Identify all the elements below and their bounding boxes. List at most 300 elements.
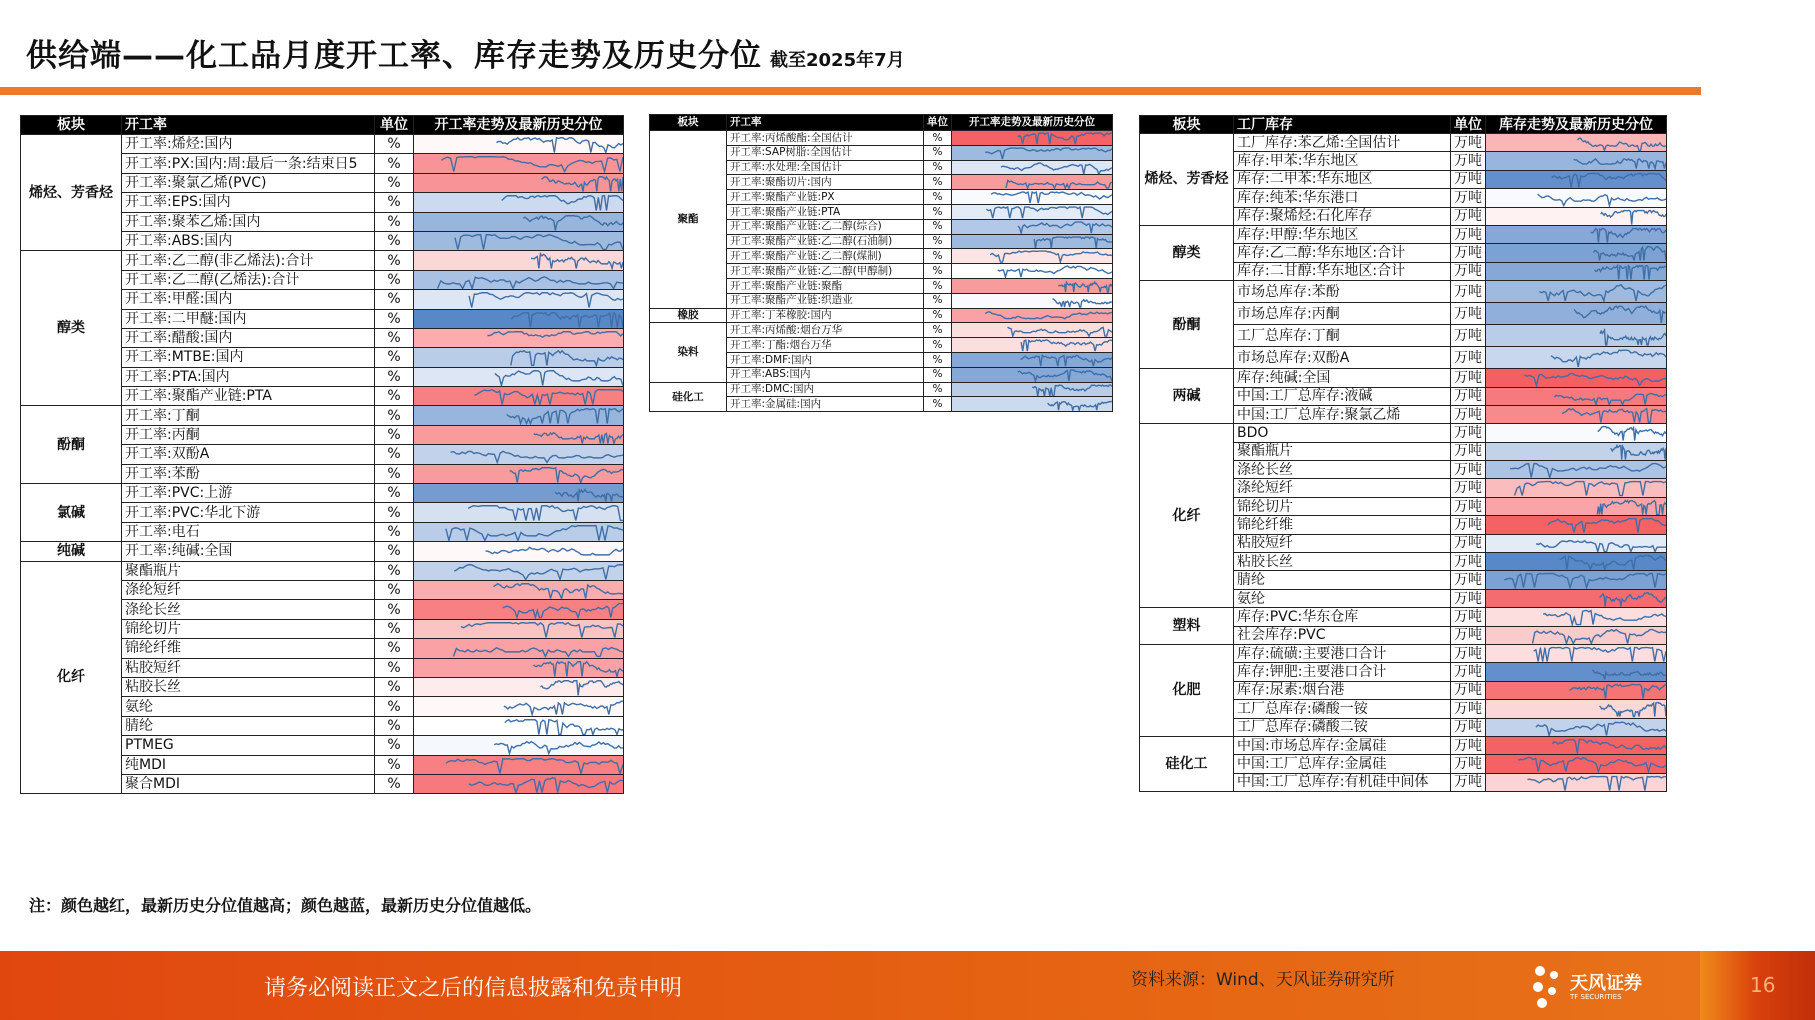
trend-percentile-cell — [952, 308, 1113, 323]
unit-cell: % — [375, 367, 414, 386]
unit-cell: 万吨 — [1451, 681, 1486, 699]
unit-cell: 万吨 — [1451, 134, 1486, 152]
sparkline — [1486, 281, 1666, 302]
trend-percentile-cell — [414, 387, 624, 406]
sparkline — [414, 271, 623, 289]
table-row — [1140, 736, 1667, 754]
sparkline-trend — [1052, 299, 1112, 307]
sparkline-trend — [1538, 194, 1666, 205]
unit-cell: % — [924, 382, 952, 397]
sparkline-trend — [1554, 393, 1666, 404]
trend-percentile-cell — [1486, 244, 1667, 262]
sparkline-trend — [469, 293, 623, 308]
sparkline — [414, 523, 623, 541]
sparkline — [414, 445, 623, 463]
indicator-name: 开工率:丁酮 — [122, 406, 375, 425]
trend-percentile-cell — [1486, 225, 1667, 243]
unit-cell: 万吨 — [1451, 718, 1486, 736]
indicator-name: 中国:工厂总库存:有机硅中间体 — [1234, 773, 1451, 791]
indicator-name: 开工率:PX:国内:周:最后一条:结束日5 — [122, 154, 375, 173]
sector-label: 酚酮 — [1140, 281, 1234, 369]
indicator-name: 库存:PVC:华东仓库 — [1234, 608, 1451, 626]
trend-percentile-cell — [414, 677, 624, 696]
unit-cell: 万吨 — [1451, 152, 1486, 170]
unit-cell: % — [375, 348, 414, 367]
indicator-name: 聚合MDI — [122, 774, 375, 793]
unit-cell: % — [375, 251, 414, 270]
unit-cell: % — [924, 160, 952, 175]
sparkline — [1486, 134, 1666, 151]
trend-percentile-cell — [1486, 773, 1667, 791]
sparkline — [1486, 171, 1666, 188]
trend-percentile-cell — [1486, 736, 1667, 754]
sparkline-trend — [511, 351, 623, 366]
sparkline-trend — [1034, 237, 1112, 248]
column-header: 库存走势及最新历史分位 — [1486, 116, 1667, 134]
column-header: 板块 — [650, 115, 727, 131]
trend-percentile-cell — [952, 219, 1113, 234]
sparkline-trend — [1552, 173, 1666, 187]
indicator-name: 开工率:SAP树脂:全国估计 — [727, 145, 924, 160]
indicator-name: 开工率:丁酯:烟台万华 — [727, 338, 924, 353]
unit-cell: 万吨 — [1451, 189, 1486, 207]
table-row — [21, 251, 624, 270]
sparkline-trend — [1504, 574, 1666, 588]
sparkline-trend — [1597, 500, 1666, 514]
indicator-name: 库存:二甘醇:华东地区:合计 — [1234, 262, 1451, 280]
sparkline — [952, 235, 1112, 249]
title-date: 截至2025年7月 — [770, 50, 905, 71]
trend-percentile-cell — [952, 145, 1113, 160]
trend-percentile-cell — [1486, 207, 1667, 225]
indicator-name: 开工率:PVC:上游 — [122, 484, 375, 503]
indicator-name: 涤纶长丝 — [1234, 461, 1451, 479]
sparkline — [414, 581, 623, 599]
trend-percentile-cell — [952, 264, 1113, 279]
unit-cell: 万吨 — [1451, 303, 1486, 325]
sparkline-trend — [1552, 740, 1666, 754]
sparkline — [414, 232, 623, 250]
trend-percentile-cell — [952, 367, 1113, 382]
unit-cell: 万吨 — [1451, 571, 1486, 589]
operating-rate-table-left — [20, 115, 624, 794]
sparkline — [1486, 535, 1666, 552]
trend-percentile-cell — [1486, 281, 1667, 303]
indicator-name: 开工率:聚酯切片:国内 — [727, 175, 924, 190]
unit-cell: % — [375, 406, 414, 425]
sparkline — [952, 294, 1112, 308]
sparkline-trend — [523, 215, 623, 230]
column-header: 板块 — [21, 116, 122, 135]
unit-cell: % — [924, 249, 952, 264]
table-row — [21, 406, 624, 425]
sparkline — [414, 368, 623, 386]
sparkline-trend — [991, 192, 1112, 203]
sparkline-trend — [1548, 519, 1666, 533]
sparkline-trend — [1591, 229, 1666, 243]
trend-percentile-cell — [1486, 681, 1667, 699]
unit-cell: 万吨 — [1451, 497, 1486, 515]
sparkline-trend — [511, 312, 623, 327]
trend-percentile-cell — [414, 193, 624, 212]
trend-percentile-cell — [1486, 424, 1667, 442]
table-row — [21, 542, 624, 561]
sparkline-trend — [1534, 648, 1666, 662]
unit-cell: % — [375, 484, 414, 503]
trend-percentile-cell — [414, 367, 624, 386]
unit-cell: % — [375, 639, 414, 658]
trend-percentile-cell — [952, 234, 1113, 249]
trend-percentile-cell — [952, 131, 1113, 146]
sparkline-trend — [1515, 482, 1666, 496]
color-note: 注：颜色越红，最新历史分位值越高；颜色越蓝，最新历史分位值越低。 — [29, 896, 542, 915]
sector-label: 塑料 — [1140, 608, 1234, 645]
sparkline-trend — [534, 432, 623, 443]
sparkline-trend — [468, 506, 623, 521]
indicator-name: 腈纶 — [1234, 571, 1451, 589]
column-header: 开工率走势及最新历史分位 — [414, 116, 624, 135]
indicator-name: 锦纶纤维 — [1234, 516, 1451, 534]
indicator-name: 开工率:纯碱:全国 — [122, 542, 375, 561]
unit-cell: % — [375, 135, 414, 154]
indicator-name: 库存:纯碱:全国 — [1234, 369, 1451, 387]
trend-percentile-cell — [414, 212, 624, 231]
indicator-name: 开工率:二甲醚:国内 — [122, 309, 375, 328]
unit-cell: 万吨 — [1451, 773, 1486, 791]
sparkline — [1486, 516, 1666, 533]
trend-percentile-cell — [414, 290, 624, 309]
trend-percentile-cell — [952, 293, 1113, 308]
trend-percentile-cell — [1486, 663, 1667, 681]
sparkline — [414, 542, 623, 560]
indicator-name: 锦纶纤维 — [122, 639, 375, 658]
unit-cell: % — [375, 154, 414, 173]
indicator-name: 库存:聚烯烃:石化库存 — [1234, 207, 1451, 225]
indicator-name: 开工率:聚苯乙烯:国内 — [122, 212, 375, 231]
indicator-name: 市场总库存:丙酮 — [1234, 303, 1451, 325]
unit-cell: % — [375, 697, 414, 716]
unit-cell: 万吨 — [1451, 244, 1486, 262]
flower-logo-icon — [1530, 963, 1566, 1009]
trend-percentile-cell — [1486, 442, 1667, 460]
sparkline — [414, 620, 623, 638]
indicator-name: 市场总库存:苯酚 — [1234, 281, 1451, 303]
trend-percentile-cell — [414, 135, 624, 154]
sparkline — [1486, 627, 1666, 644]
indicator-name: 开工率:聚氯乙烯(PVC) — [122, 173, 375, 192]
sparkline — [414, 329, 623, 347]
indicator-name: 工厂总库存:丁酮 — [1234, 325, 1451, 347]
sparkline — [1486, 189, 1666, 206]
sparkline — [1486, 152, 1666, 169]
logo-text: 天风证券 — [1570, 973, 1642, 994]
unit-cell: 万吨 — [1451, 479, 1486, 497]
sparkline — [952, 190, 1112, 204]
trend-percentile-cell — [414, 542, 624, 561]
trend-percentile-cell — [414, 755, 624, 774]
indicator-name: 涤纶短纤 — [1234, 479, 1451, 497]
sparkline-trend — [1543, 611, 1666, 625]
trend-percentile-cell — [414, 231, 624, 250]
sector-label: 醇类 — [21, 251, 122, 406]
sparkline — [414, 562, 623, 580]
indicator-name: 氨纶 — [122, 697, 375, 716]
sparkline — [414, 174, 623, 192]
sparkline — [414, 775, 623, 793]
sparkline-trend — [1533, 629, 1666, 643]
sparkline-trend — [1574, 159, 1666, 169]
indicator-name: 开工率:烯烃:国内 — [122, 135, 375, 154]
indicator-name: 开工率:电石 — [122, 522, 375, 541]
unit-cell: % — [375, 716, 414, 735]
sector-label: 醇类 — [1140, 225, 1234, 280]
indicator-name: 库存:二甲苯:华东地区 — [1234, 170, 1451, 188]
indicator-name: PTMEG — [122, 736, 375, 755]
sparkline-trend — [1577, 138, 1666, 150]
column-header: 单位 — [1451, 116, 1486, 134]
sparkline-trend — [1006, 181, 1112, 189]
indicator-name: 中国:工厂总库存:液碱 — [1234, 387, 1451, 405]
trend-percentile-cell — [414, 619, 624, 638]
sector-label: 染料 — [650, 323, 727, 382]
indicator-name: 中国:市场总库存:金属硅 — [1234, 736, 1451, 754]
sparkline-trend — [1032, 385, 1112, 396]
sparkline-trend — [1574, 306, 1666, 323]
unit-cell: % — [375, 561, 414, 580]
trend-percentile-cell — [414, 173, 624, 192]
table-row — [1140, 281, 1667, 303]
sparkline-trend — [505, 719, 623, 734]
sparkline-trend — [1570, 684, 1666, 698]
trend-percentile-cell — [1486, 571, 1667, 589]
sparkline-trend — [986, 207, 1112, 218]
sparkline — [414, 678, 623, 696]
unit-cell: % — [375, 193, 414, 212]
indicator-name: BDO — [1234, 424, 1451, 442]
sparkline — [414, 213, 623, 231]
sparkline — [1486, 737, 1666, 754]
logo-english-text: TF SECURITIES — [1570, 993, 1622, 1001]
sparkline — [1486, 663, 1666, 680]
table-header — [21, 116, 624, 135]
sparkline — [1486, 347, 1666, 368]
indicator-name: 库存:钾肥:主要港口合计 — [1234, 663, 1451, 681]
sparkline — [1486, 682, 1666, 699]
table-row — [650, 382, 1113, 397]
sparkline-trend — [507, 409, 623, 424]
table-row — [650, 131, 1113, 146]
unit-cell: % — [924, 190, 952, 205]
indicator-name: 开工率:苯酚 — [122, 464, 375, 483]
page-number: 16 — [1750, 973, 1776, 997]
trend-percentile-cell — [1486, 700, 1667, 718]
sparkline — [414, 348, 623, 366]
sparkline — [952, 264, 1112, 278]
sparkline — [952, 338, 1112, 352]
sparkline-trend — [1527, 776, 1666, 790]
indicator-name: 库存:硫磺:主要港口合计 — [1234, 644, 1451, 662]
sparkline — [952, 146, 1112, 160]
indicator-name: 开工率:PVC:华北下游 — [122, 503, 375, 522]
table-header — [1140, 116, 1667, 134]
sparkline-trend — [985, 311, 1112, 318]
unit-cell: % — [375, 445, 414, 464]
sparkline-trend — [1510, 464, 1666, 478]
unit-cell: % — [375, 658, 414, 677]
sparkline-trend — [998, 266, 1112, 277]
sector-label: 硅化工 — [1140, 736, 1234, 791]
sparkline — [414, 756, 623, 774]
sparkline-trend — [438, 277, 623, 289]
unit-cell: % — [924, 234, 952, 249]
column-header: 板块 — [1140, 116, 1234, 134]
unit-cell: % — [375, 328, 414, 347]
indicator-name: 社会库存:PVC — [1234, 626, 1451, 644]
sparkline-trend — [534, 661, 623, 676]
sparkline — [414, 406, 623, 424]
table-row — [21, 561, 624, 580]
indicator-name: 库存:尿素:烟台港 — [1234, 681, 1451, 699]
unit-cell: % — [375, 619, 414, 638]
indicator-name: 纯MDI — [122, 755, 375, 774]
table-row — [650, 308, 1113, 323]
table-row — [1140, 225, 1667, 243]
trend-percentile-cell — [414, 522, 624, 541]
table-row — [1140, 134, 1667, 152]
sector-label: 化纤 — [21, 561, 122, 794]
trend-percentile-cell — [1486, 608, 1667, 626]
unit-cell: % — [375, 600, 414, 619]
sparkline-trend — [985, 148, 1112, 159]
unit-cell: 万吨 — [1451, 325, 1486, 347]
indicator-name: 开工率:DMF:国内 — [727, 352, 924, 367]
operating-rate-table-middle — [649, 114, 1113, 412]
trend-percentile-cell — [414, 348, 624, 367]
sparkline-trend — [1021, 355, 1112, 366]
indicator-name: 开工率:金属硅:国内 — [727, 397, 924, 412]
indicator-name: 聚酯瓶片 — [1234, 442, 1451, 460]
sparkline-trend — [493, 584, 623, 599]
trend-percentile-cell — [952, 190, 1113, 205]
indicator-name: 开工率:PTA:国内 — [122, 367, 375, 386]
unit-cell: % — [924, 145, 952, 160]
trend-percentile-cell — [414, 251, 624, 270]
trend-percentile-cell — [414, 328, 624, 347]
trend-percentile-cell — [1486, 626, 1667, 644]
unit-cell: 万吨 — [1451, 262, 1486, 280]
indicator-name: 开工率:ABS:国内 — [727, 367, 924, 382]
indicator-name: 涤纶长丝 — [122, 600, 375, 619]
indicator-name: 锦纶切片 — [1234, 497, 1451, 515]
unit-cell: % — [375, 212, 414, 231]
sparkline-trend — [1610, 445, 1666, 459]
unit-cell: % — [924, 264, 952, 279]
trend-percentile-cell — [1486, 718, 1667, 736]
table-row — [1140, 644, 1667, 662]
sparkline — [1486, 244, 1666, 261]
sparkline — [1486, 443, 1666, 460]
trend-percentile-cell — [1486, 479, 1667, 497]
sparkline-trend — [461, 623, 623, 638]
sparkline-trend — [496, 138, 623, 153]
indicator-name: 开工率:乙二醇(乙烯法):合计 — [122, 270, 375, 289]
indicator-name: 开工率:ABS:国内 — [122, 231, 375, 250]
title-text: 供给端——化工品月度开工率、库存走势及历史分位 — [26, 38, 762, 74]
sparkline-trend — [1539, 285, 1666, 301]
indicator-name: 开工率:MTBE:国内 — [122, 348, 375, 367]
sparkline — [952, 383, 1112, 397]
sparkline-trend — [510, 467, 623, 482]
indicator-name: 中国:工厂总库存:聚氯乙烯 — [1234, 405, 1451, 423]
tf-securities-logo — [1530, 963, 1670, 1009]
unit-cell: 万吨 — [1451, 608, 1486, 626]
unit-cell: 万吨 — [1451, 644, 1486, 662]
unit-cell: % — [375, 542, 414, 561]
sparkline-trend — [455, 235, 623, 250]
unit-cell: 万吨 — [1451, 736, 1486, 754]
sparkline — [952, 205, 1112, 219]
unit-cell: % — [924, 219, 952, 234]
trend-percentile-cell — [1486, 755, 1667, 773]
unit-cell: % — [924, 367, 952, 382]
sparkline-trend — [503, 604, 623, 618]
sparkline-trend — [1560, 556, 1666, 570]
unit-cell: % — [924, 131, 952, 146]
sparkline — [414, 639, 623, 657]
indicator-name: 粘胶短纤 — [1234, 534, 1451, 552]
sector-label: 烯烃、芳香烃 — [1140, 134, 1234, 226]
page-title — [26, 30, 905, 75]
trend-percentile-cell — [414, 406, 624, 425]
unit-cell: % — [375, 309, 414, 328]
sector-label: 纯碱 — [21, 542, 122, 561]
sparkline — [1486, 498, 1666, 515]
trend-percentile-cell — [952, 204, 1113, 219]
indicator-name: 开工率:DMC:国内 — [727, 382, 924, 397]
unit-cell: 万吨 — [1451, 626, 1486, 644]
sector-label: 聚酯 — [650, 131, 727, 309]
indicator-name: 开工率:聚酯产业链:乙二醇(综合) — [727, 219, 924, 234]
column-header: 工厂库存 — [1234, 116, 1451, 134]
unit-cell: % — [924, 175, 952, 190]
unit-cell: 万吨 — [1451, 387, 1486, 405]
unit-cell: % — [375, 503, 414, 522]
trend-percentile-cell — [414, 503, 624, 522]
indicator-name: 开工率:甲醛:国内 — [122, 290, 375, 309]
title-divider — [0, 87, 1701, 95]
sparkline — [414, 600, 623, 618]
unit-cell: % — [924, 338, 952, 353]
indicator-name: 粘胶长丝 — [1234, 553, 1451, 571]
sparkline-trend — [1600, 592, 1666, 606]
sparkline-trend — [542, 177, 623, 192]
sparkline — [1486, 325, 1666, 346]
sparkline — [414, 251, 623, 269]
indicator-name: 开工率:聚酯产业链:PX — [727, 190, 924, 205]
trend-percentile-cell — [1486, 325, 1667, 347]
unit-cell: % — [924, 352, 952, 367]
sparkline-trend — [487, 332, 623, 337]
unit-cell: % — [375, 387, 414, 406]
indicator-name: 工厂总库存:磷酸一铵 — [1234, 700, 1451, 718]
sparkline-trend — [454, 564, 623, 579]
trend-percentile-cell — [952, 175, 1113, 190]
sector-label: 氯碱 — [21, 484, 122, 542]
indicator-name: 开工率:聚酯产业链:聚酯 — [727, 278, 924, 293]
column-header: 开工率 — [122, 116, 375, 135]
source-text: 资料来源：Wind、天风证券研究所 — [1131, 970, 1395, 990]
indicator-name: 开工率:乙二醇(非乙烯法):合计 — [122, 251, 375, 270]
